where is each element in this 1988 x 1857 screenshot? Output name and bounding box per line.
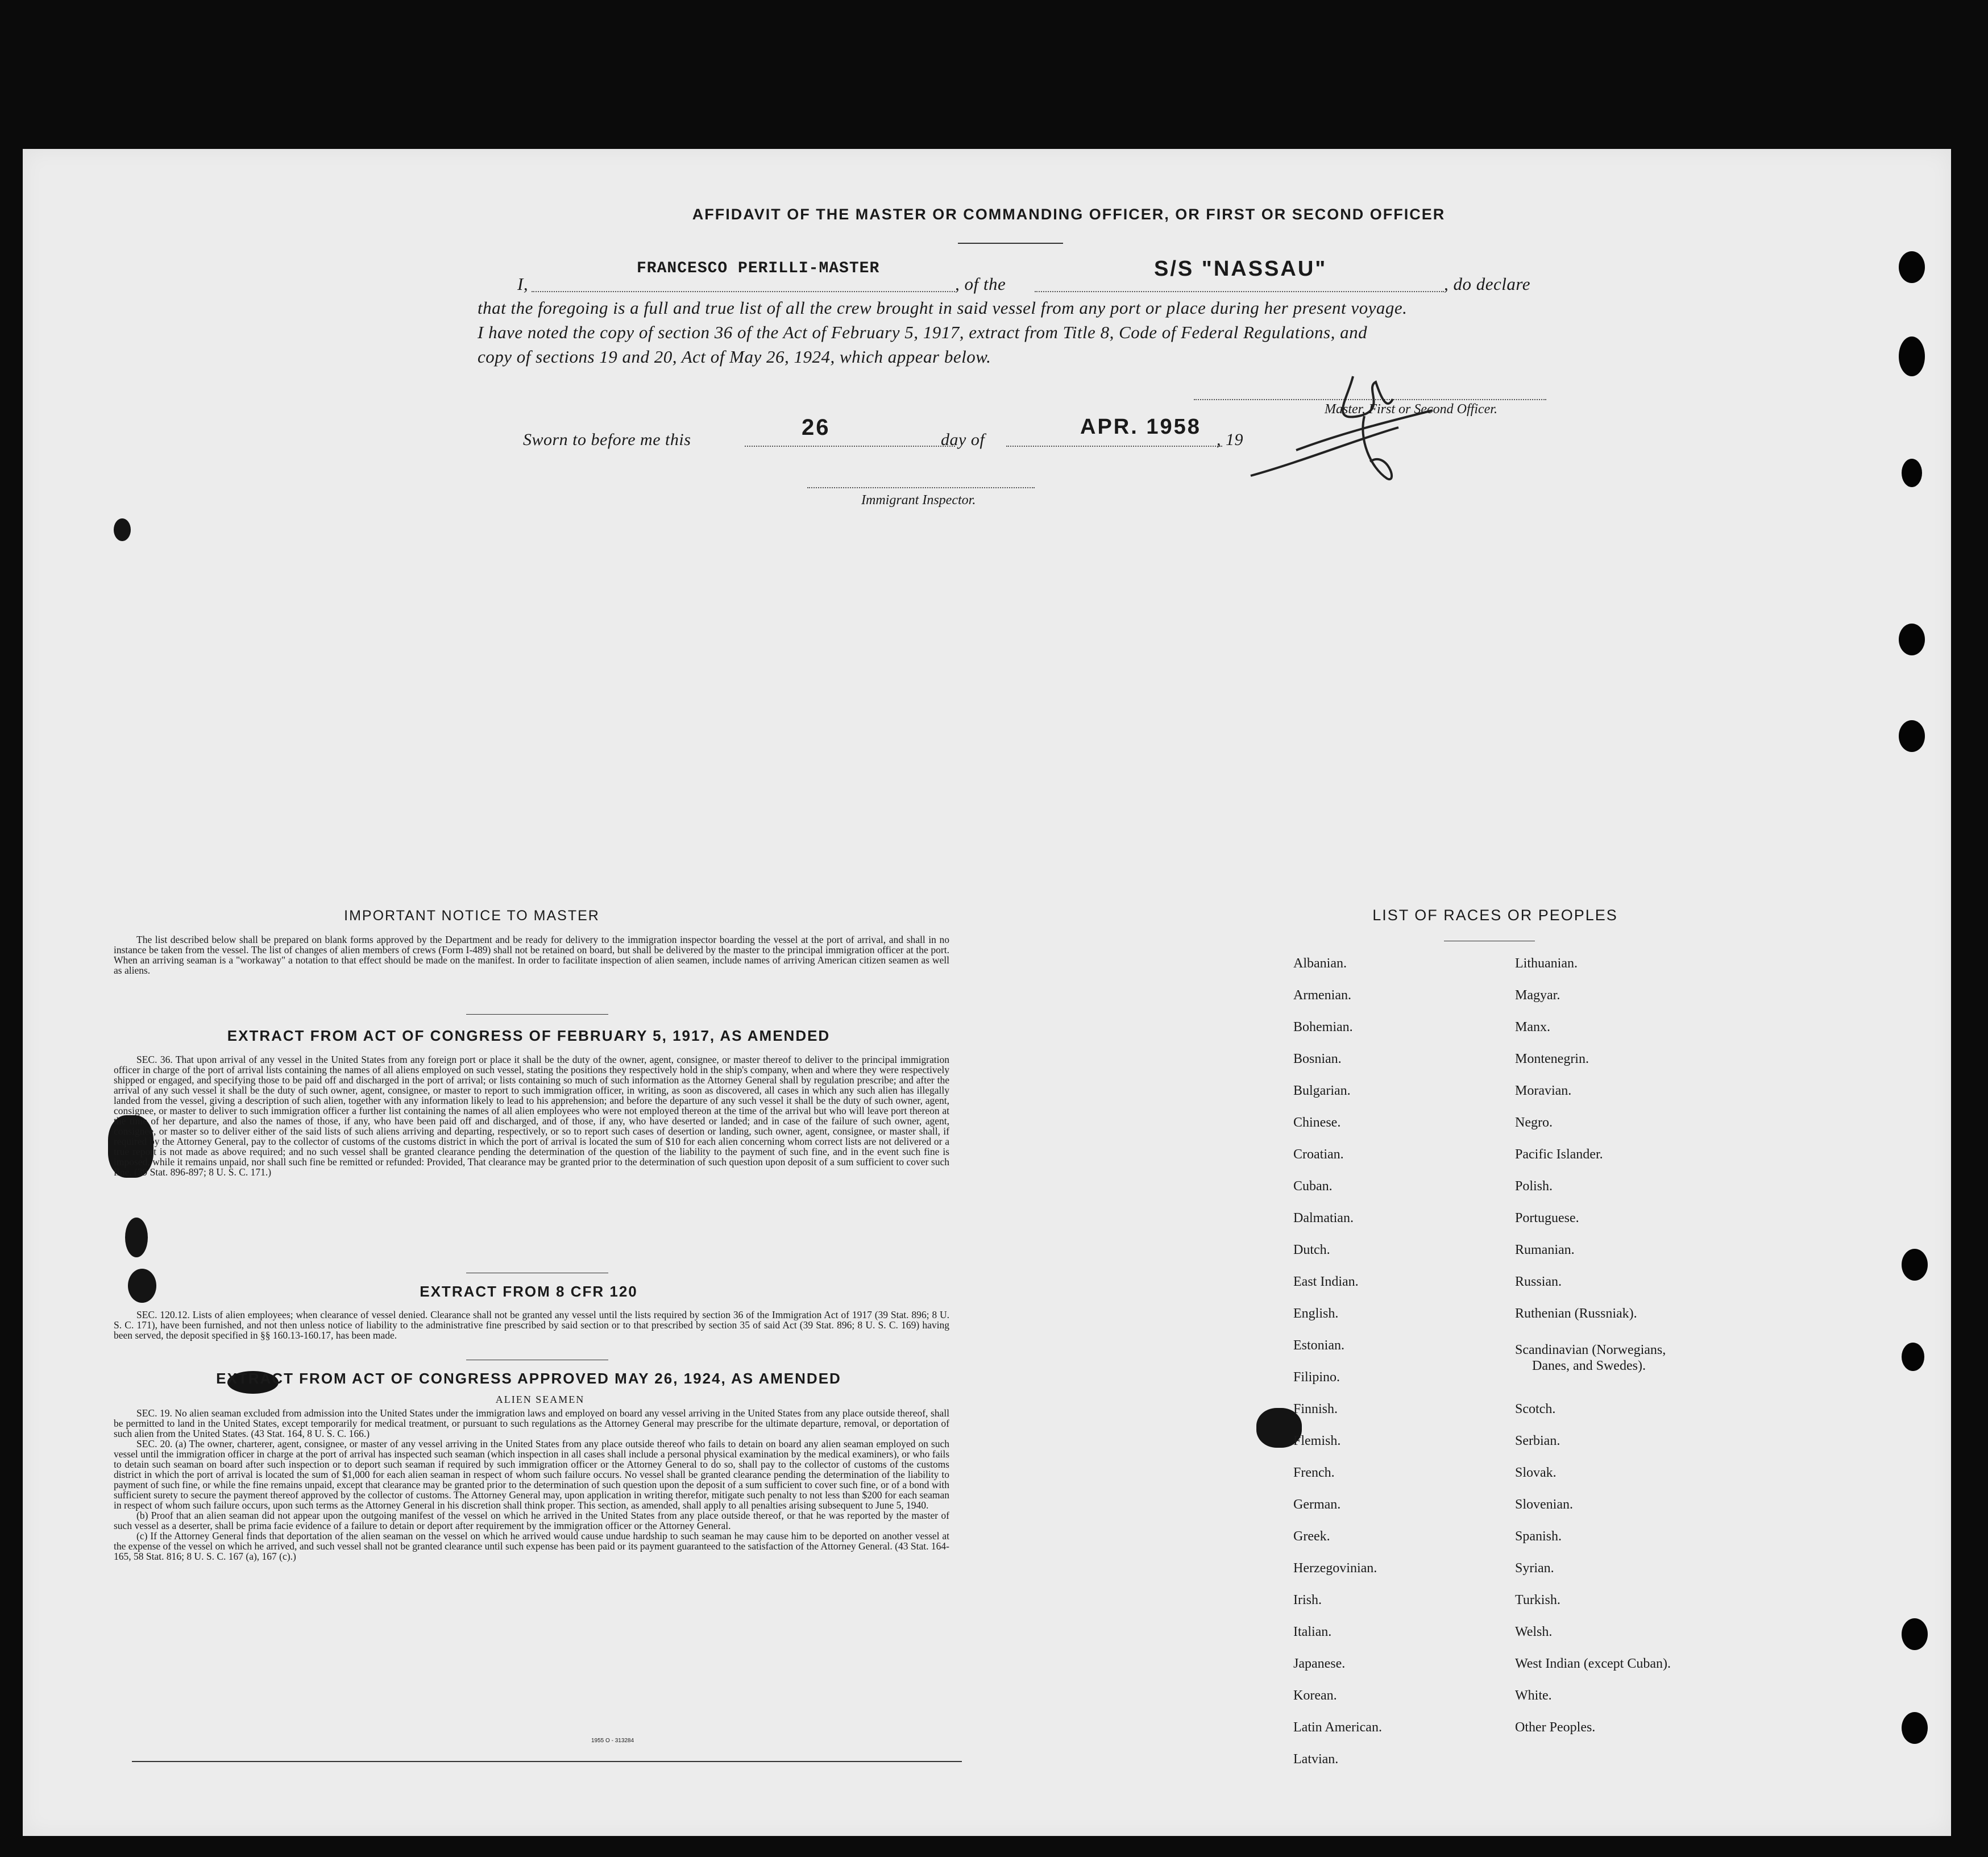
race-item: Syrian. (1515, 1561, 1554, 1576)
sworn-label: Sworn to before me this (523, 430, 691, 449)
race-item: Flemish. (1293, 1434, 1341, 1448)
punch-hole (1902, 459, 1922, 487)
punch-hole (1899, 251, 1925, 283)
race-item: Croatian. (1293, 1147, 1344, 1162)
race-item: Korean. (1293, 1688, 1337, 1703)
race-item: Scandinavian (Norwegians, (1515, 1343, 1666, 1357)
year-label: , 19 (1217, 430, 1243, 449)
sec-20c-paragraph: (c) If the Attorney General finds that deportation of the alien seaman on the vessel on which he arrived would cause undue hardship to such seaman he may cause him to be deported on another vessel at the expense of the vessel on which he arrived, and such vessel shall not be granted clearance until such expense has been paid or its payment guaranteed to the satisfaction of the Attorney General. (43 Stat. 164-165, 58 Stat. 816; 8 U. S. C. 167 (a), 167 (c).) (114, 1530, 949, 1562)
race-item: Rumanian. (1515, 1243, 1575, 1257)
inspector-dotted-line (807, 487, 1035, 488)
race-item: Portuguese. (1515, 1211, 1579, 1225)
affidavit-line-2: that the foregoing is a full and true list of all the crew brought in said vessel from any port or place during her present voyage. (478, 298, 1408, 318)
race-item: Slovenian. (1515, 1497, 1573, 1512)
race-item: Pacific Islander. (1515, 1147, 1603, 1162)
race-item: German. (1293, 1497, 1341, 1512)
race-item: Italian. (1293, 1625, 1332, 1639)
race-item: Chinese. (1293, 1115, 1341, 1130)
notice-body (114, 934, 949, 975)
sworn-date-stamp: APR. 1958 (1080, 415, 1201, 439)
race-item: Turkish. (1515, 1593, 1560, 1607)
race-item: Latvian. (1293, 1752, 1339, 1767)
race-item: Bulgarian. (1293, 1083, 1351, 1098)
races-title: LIST OF RACES OR PEOPLES (1372, 907, 1618, 924)
punch-hole (1899, 336, 1925, 376)
affidavit-title: AFFIDAVIT OF THE MASTER OR COMMANDING OFFICER, OR FIRST OR SECOND OFFICER (692, 206, 1446, 223)
race-item-continuation: Danes, and Swedes). (1532, 1359, 1646, 1373)
race-item: Greek. (1293, 1529, 1330, 1544)
affidavit-line-3: I have noted the copy of section 36 of the Act of February 5, 1917, extract from Title 8, Code of Federal Regulations, and (478, 322, 1368, 342)
extract-1924-title: EXTRACT FROM ACT OF CONGRESS APPROVED MAY 26, 1924, AS AMENDED (216, 1370, 841, 1387)
race-item: Armenian. (1293, 988, 1351, 1003)
race-item: Other Peoples. (1515, 1720, 1596, 1735)
sworn-day: 26 (802, 415, 831, 440)
document-page (23, 149, 1951, 1836)
name-dotted-line (532, 291, 955, 292)
ink-blot (125, 1218, 148, 1257)
vessel-dotted-line (1035, 291, 1444, 292)
race-item: Finnish. (1293, 1402, 1338, 1416)
day-of-label: day of (941, 430, 985, 449)
race-item: Bohemian. (1293, 1020, 1353, 1035)
extract-1924-body (114, 1408, 949, 1561)
officer-name: FRANCESCO PERILLI-MASTER (637, 260, 880, 277)
extract-1917-title: EXTRACT FROM ACT OF CONGRESS OF FEBRUARY 5, 1917, AS AMENDED (227, 1027, 831, 1044)
sec-20b-paragraph: (b) Proof that an alien seaman did not appear upon the outgoing manifest of the vessel on which he arrived in the United States from any place outside thereof, or that he was reported by the master of such vessel as a deserter, shall be prima facie evidence of a failure to detain or deport after requirement by the immigration officer or the Attorney General. (114, 1510, 949, 1531)
vessel-name: S/S "NASSAU" (1154, 257, 1327, 281)
bottom-rule (132, 1761, 962, 1762)
affidavit-line-4: copy of sections 19 and 20, Act of May 26, 1924, which appear below. (478, 347, 991, 367)
race-item: Ruthenian (Russniak). (1515, 1306, 1637, 1321)
punch-hole (1902, 1712, 1928, 1744)
race-item: Bosnian. (1293, 1052, 1342, 1066)
inspector-caption: Immigrant Inspector. (861, 493, 976, 508)
race-item: Russian. (1515, 1274, 1562, 1289)
punch-hole (1899, 624, 1925, 655)
punch-hole (1902, 1249, 1928, 1281)
race-item: Latin American. (1293, 1720, 1382, 1735)
title-divider (958, 243, 1063, 244)
sworn-day-dotted-line (745, 446, 955, 447)
race-item: Estonian. (1293, 1338, 1344, 1353)
race-item: Moravian. (1515, 1083, 1572, 1098)
punch-hole (1902, 1343, 1924, 1371)
notice-paragraph: The list described below shall be prepared on blank forms approved by the Department and be ready for delivery to the immigration inspector boarding the vessel at the port of arrival, and shall in no instance be taken from the vessel. The list of changes of alien members of crews (Form I-489) shall not be retained on board, but shall be delivered by the master to the principal immigration officer at the port. When an arriving seaman is a "workaway" a notation to that effect should be made on the manifest. In order to facilitate inspection of alien seamen, include names of arriving American citizen seamen as well as aliens. (114, 934, 949, 976)
signature-caption: Master, First or Second Officer. (1325, 402, 1497, 417)
race-item: White. (1515, 1688, 1552, 1703)
sec-36-paragraph: SEC. 36. That upon arrival of any vessel in the United States from any foreign port or place it shall be the duty of the owner, agent, consignee, or master thereof to deliver to the principal immigration officer in charge of the port of arrival lists containing the names of all aliens employed on such vessel, stating the positions they respectively hold in the ship's company, when and where they were respectively shipped or engaged, and specifying those to be paid off and discharged in the port of arrival; or lists containing so much of such information as the Attorney General shall by regulation prescribe; and after the arrival of any such vessel it shall be the duty of such owner, agent, consignee, or master to report to such immigration officer, in writing, as soon as discovered, all cases in which any such alien has illegally landed from the vessel, giving a description of such alien, together with any information likely to lead to his apprehension; and before the departure of any such vessel it shall be the duty of such owner, agent, consignee, or master to deliver to such immigration officer a further list containing the names of all alien employees who were not employed thereon at the time of the arrival but who will leave port thereon at the time of her departure, and also the names of those, if any, who have been paid off and discharged, and of those, if any, who have deserted or landed; and in case of the failure of such owner, agent, consignee, or master so to deliver either of the said lists of such aliens arriving and departing, respectively, or so to report such cases of desertion or landing, such owner, agent, consignee, or master shall, if required by the Attorney General, pay to the collector of customs of the customs district in which the port of arrival is located the sum of $10 for each alien concerning whom correct lists are not delivered or a true report is not made as above required; and no such vessel shall be granted clearance pending the determination of the question of the liability to the payment of such fine, and in the event such fine is imposed, while it remains unpaid, nor shall such fine be remitted or refunded: Provided, That clearance may be granted prior to the determination of such question upon deposit of a sum sufficient to cover such fine. (39 Stat. 896-897; 8 U. S. C. 171.) (114, 1054, 949, 1178)
race-item: English. (1293, 1306, 1339, 1321)
punch-hole (1899, 720, 1925, 752)
officer-signature (1217, 365, 1455, 496)
race-item: Dutch. (1293, 1243, 1330, 1257)
ink-blot (114, 518, 131, 541)
race-item: East Indian. (1293, 1274, 1359, 1289)
race-item: Japanese. (1293, 1656, 1346, 1671)
punch-hole (1902, 1618, 1928, 1650)
sworn-month-dotted-line (1006, 446, 1222, 447)
race-item: Serbian. (1515, 1434, 1560, 1448)
extract-8cfr-title: EXTRACT FROM 8 CFR 120 (420, 1283, 638, 1300)
race-item: Welsh. (1515, 1625, 1553, 1639)
do-declare-label: , do declare (1444, 274, 1531, 294)
race-item: West Indian (except Cuban). (1515, 1656, 1671, 1671)
race-item: Herzegovinian. (1293, 1561, 1377, 1576)
extract-1917-body (114, 1054, 949, 1177)
race-item: Scotch. (1515, 1402, 1556, 1416)
race-item: Polish. (1515, 1179, 1553, 1194)
race-item: Montenegrin. (1515, 1052, 1589, 1066)
i-label: I, (517, 274, 529, 294)
section-divider (466, 1014, 608, 1015)
ink-blot (128, 1269, 156, 1303)
notice-title: IMPORTANT NOTICE TO MASTER (344, 908, 600, 924)
race-item: Manx. (1515, 1020, 1550, 1035)
race-item: Dalmatian. (1293, 1211, 1354, 1225)
sec-120-12-paragraph: SEC. 120.12. Lists of alien employees; when clearance of vessel denied. Clearance shall not be granted any vessel until the lists required by section 36 of the Immigration Act of 1917 (39 Stat. 896; 8 U. S. C. 171), have been furnished, and not then unless notice of liability to the administrative fine prescribed by said section or to that prescribed by section 35 of said Act (39 Stat. 896; 8 U. S. C. 169) having been served, the deposit specified in §§ 160.13-160.17, has been made. (114, 1309, 949, 1341)
race-item: Spanish. (1515, 1529, 1562, 1544)
race-item: Cuban. (1293, 1179, 1333, 1194)
print-code: 1955 O - 313284 (591, 1738, 634, 1744)
of-the-label: , of the (955, 274, 1006, 294)
extract-8cfr-body (114, 1310, 949, 1340)
race-item: Slovak. (1515, 1465, 1557, 1480)
race-item: Filipino. (1293, 1370, 1340, 1385)
sec-20a-paragraph: SEC. 20. (a) The owner, charterer, agent, consignee, or master of any vessel arriving in the United States from any place outside thereof who fails to detain on board any alien seaman employed on such vessel until the immigration officer in charge at the port of arrival has inspected such seaman (which inspection in all cases shall include a personal physical examination by the medical examiners), or who fails to detain such seaman on board after such inspection or to deport such seaman if required by such immigration officer or the Attorney General to do so, shall pay to the collector of customs of the customs district in which the port of arrival is located the sum of $1,000 for each alien seaman in respect of whom such failure occurs. No vessel shall be granted clearance pending the determination of the liability to payment of such fine, or while the fine remains unpaid, except that clearance may be granted prior to the determination of such question upon the deposit of a sum sufficient to cover such fine, or of a bond with sufficient surety to secure the payment thereof approved by the collector of customs. The Attorney General may, upon application in writing therefor, mitigate such penalty to not less than $200 for each seaman in respect of whom such failure occurs, upon such terms as the Attorney General in his discretion shall think proper. This section, as amended, shall apply to all penalties arising subsequent to June 5, 1940. (114, 1438, 949, 1511)
sec-19-paragraph: SEC. 19. No alien seaman excluded from admission into the United States under the immigration laws and employed on board any vessel arriving in the United States from any place outside thereof, shall be permitted to land in the United States, except temporarily for medical treatment, or pursuant to such regulations as the Attorney General may prescribe for the ultimate departure, removal, or deportation of such alien from the United States. (43 Stat. 164, 8 U. S. C. 166.) (114, 1407, 949, 1439)
race-item: French. (1293, 1465, 1335, 1480)
race-item: Magyar. (1515, 988, 1560, 1003)
race-item: Albanian. (1293, 956, 1347, 971)
alien-seamen-subtitle: ALIEN SEAMEN (495, 1394, 585, 1405)
race-item: Irish. (1293, 1593, 1322, 1607)
race-item: Negro. (1515, 1115, 1553, 1130)
race-item: Lithuanian. (1515, 956, 1578, 971)
